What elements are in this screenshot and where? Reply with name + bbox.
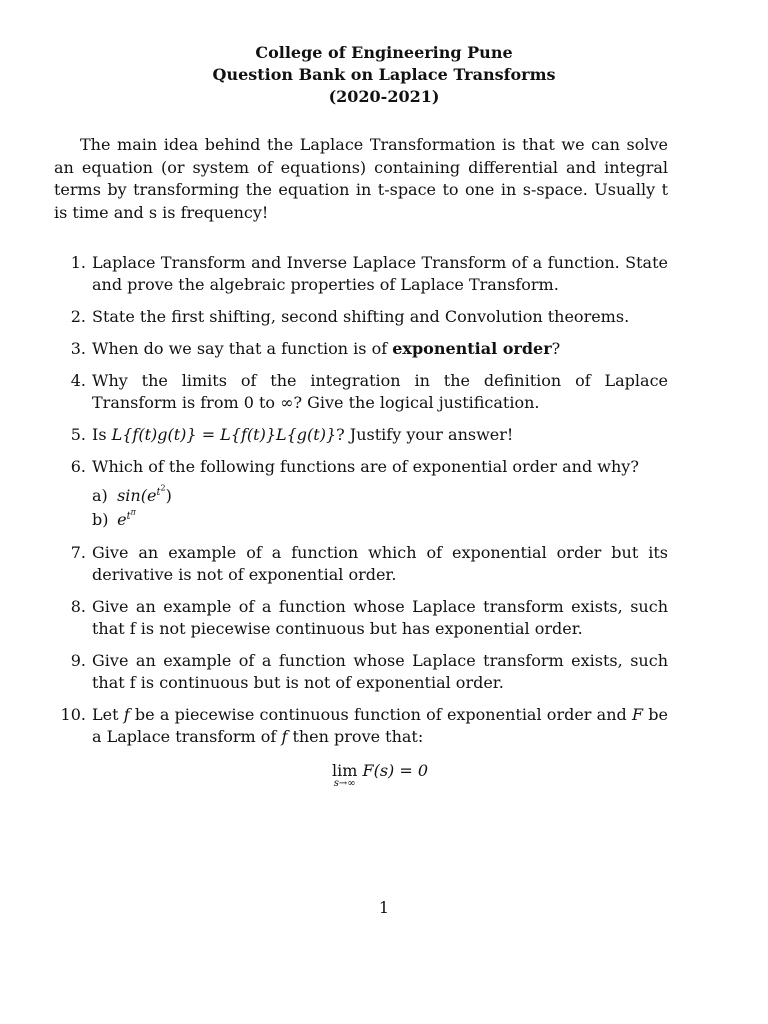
expr-base: sin(e bbox=[117, 486, 157, 505]
math-var: f bbox=[123, 705, 130, 724]
college-name: College of Engineering Pune bbox=[255, 43, 513, 62]
question-number: 7. bbox=[70, 543, 86, 562]
question-number: 5. bbox=[70, 425, 86, 444]
expr-close: ) bbox=[165, 486, 172, 505]
limit-subscript: s→∞ bbox=[333, 778, 356, 789]
exponent-base: t bbox=[126, 510, 131, 522]
limit-operator bbox=[332, 760, 357, 789]
question-text: When do we say that a function is of bbox=[92, 339, 393, 358]
question-text: Give an example of a function whose Laplace transform exists, such that f is not piecewise continuous but has exponential order. bbox=[92, 597, 668, 638]
question-5 bbox=[54, 424, 668, 446]
question-4 bbox=[54, 370, 668, 414]
page-number: 1 bbox=[378, 898, 390, 917]
question-number: 1. bbox=[70, 253, 86, 272]
question-text: Is bbox=[92, 425, 112, 444]
sub-label: a) bbox=[92, 486, 108, 505]
question-10 bbox=[54, 704, 668, 788]
question-number: 2. bbox=[70, 307, 86, 326]
sub-question-list bbox=[92, 484, 668, 532]
math-expression bbox=[117, 483, 172, 505]
text-part: then prove that: bbox=[287, 727, 424, 746]
document-title: Question Bank on Laplace Transforms bbox=[212, 65, 556, 84]
question-3 bbox=[54, 338, 668, 360]
sub-question-b bbox=[92, 508, 668, 532]
question-text: Which of the following functions are of exponential order and why? bbox=[92, 457, 639, 476]
sub-label: b) bbox=[92, 510, 109, 529]
math-var: F bbox=[631, 705, 644, 724]
question-text: Give an example of a function whose Laplace transform exists, such that f is continuous but is not of exponential order. bbox=[92, 651, 668, 692]
exponent-base: t bbox=[156, 486, 161, 498]
math-expression bbox=[117, 507, 136, 529]
question-number: 4. bbox=[70, 371, 86, 390]
question-6 bbox=[54, 456, 668, 532]
question-text: Give an example of a function which of exponential order but its derivative is not of exponential order. bbox=[92, 543, 668, 584]
sub-question-a bbox=[92, 484, 668, 508]
bold-term: exponential order bbox=[392, 339, 552, 358]
question-number: 8. bbox=[70, 597, 86, 616]
text-part: Let bbox=[92, 705, 124, 724]
question-text bbox=[92, 705, 668, 746]
question-number: 9. bbox=[70, 651, 86, 670]
display-equation bbox=[92, 760, 668, 788]
question-text-end: ? Justify your answer! bbox=[336, 425, 514, 444]
exponent bbox=[156, 483, 166, 498]
exponent-power: 2 bbox=[160, 483, 166, 493]
question-1 bbox=[54, 252, 668, 296]
math-expression: L{f(t)g(t)} = L{f(t)}L{g(t)} bbox=[111, 425, 337, 444]
expr-base: e bbox=[117, 510, 127, 529]
math-var: f bbox=[281, 727, 288, 746]
academic-year: (2020-2021) bbox=[328, 87, 440, 106]
header bbox=[0, 42, 768, 108]
text-part: be a piecewise continuous function of exponential order and bbox=[129, 705, 632, 724]
limit-word: lim bbox=[331, 761, 358, 780]
question-text: Laplace Transform and Inverse Laplace Transform of a function. State and prove the algebraic properties of Laplace Transform. bbox=[92, 253, 668, 294]
question-text: State the first shifting, second shifting and Convolution theorems. bbox=[92, 307, 630, 326]
limit-expression: F(s) = 0 bbox=[362, 761, 429, 780]
question-9 bbox=[54, 650, 668, 694]
exponent-power: π bbox=[130, 507, 136, 517]
question-number: 3. bbox=[70, 339, 86, 358]
exponent bbox=[126, 507, 136, 522]
question-text: Why the limits of the integration in the definition of Laplace Transform is from 0 to ∞? Give the logical justification. bbox=[92, 371, 668, 412]
question-text-end: ? bbox=[551, 339, 561, 358]
question-number: 6. bbox=[70, 457, 86, 476]
question-2 bbox=[54, 306, 668, 328]
question-8 bbox=[54, 596, 668, 640]
intro-paragraph: The main idea behind the Laplace Transformation is that we can solve an equation (or system of equations) containing differential and integral terms by transforming the equation in t-space to one in s-space. Usually t is time and s is frequency! bbox=[54, 135, 668, 222]
text-part: be a Laplace transform of bbox=[92, 705, 669, 746]
question-list bbox=[54, 252, 668, 798]
question-number: 10. bbox=[60, 705, 86, 724]
question-7 bbox=[54, 542, 668, 586]
